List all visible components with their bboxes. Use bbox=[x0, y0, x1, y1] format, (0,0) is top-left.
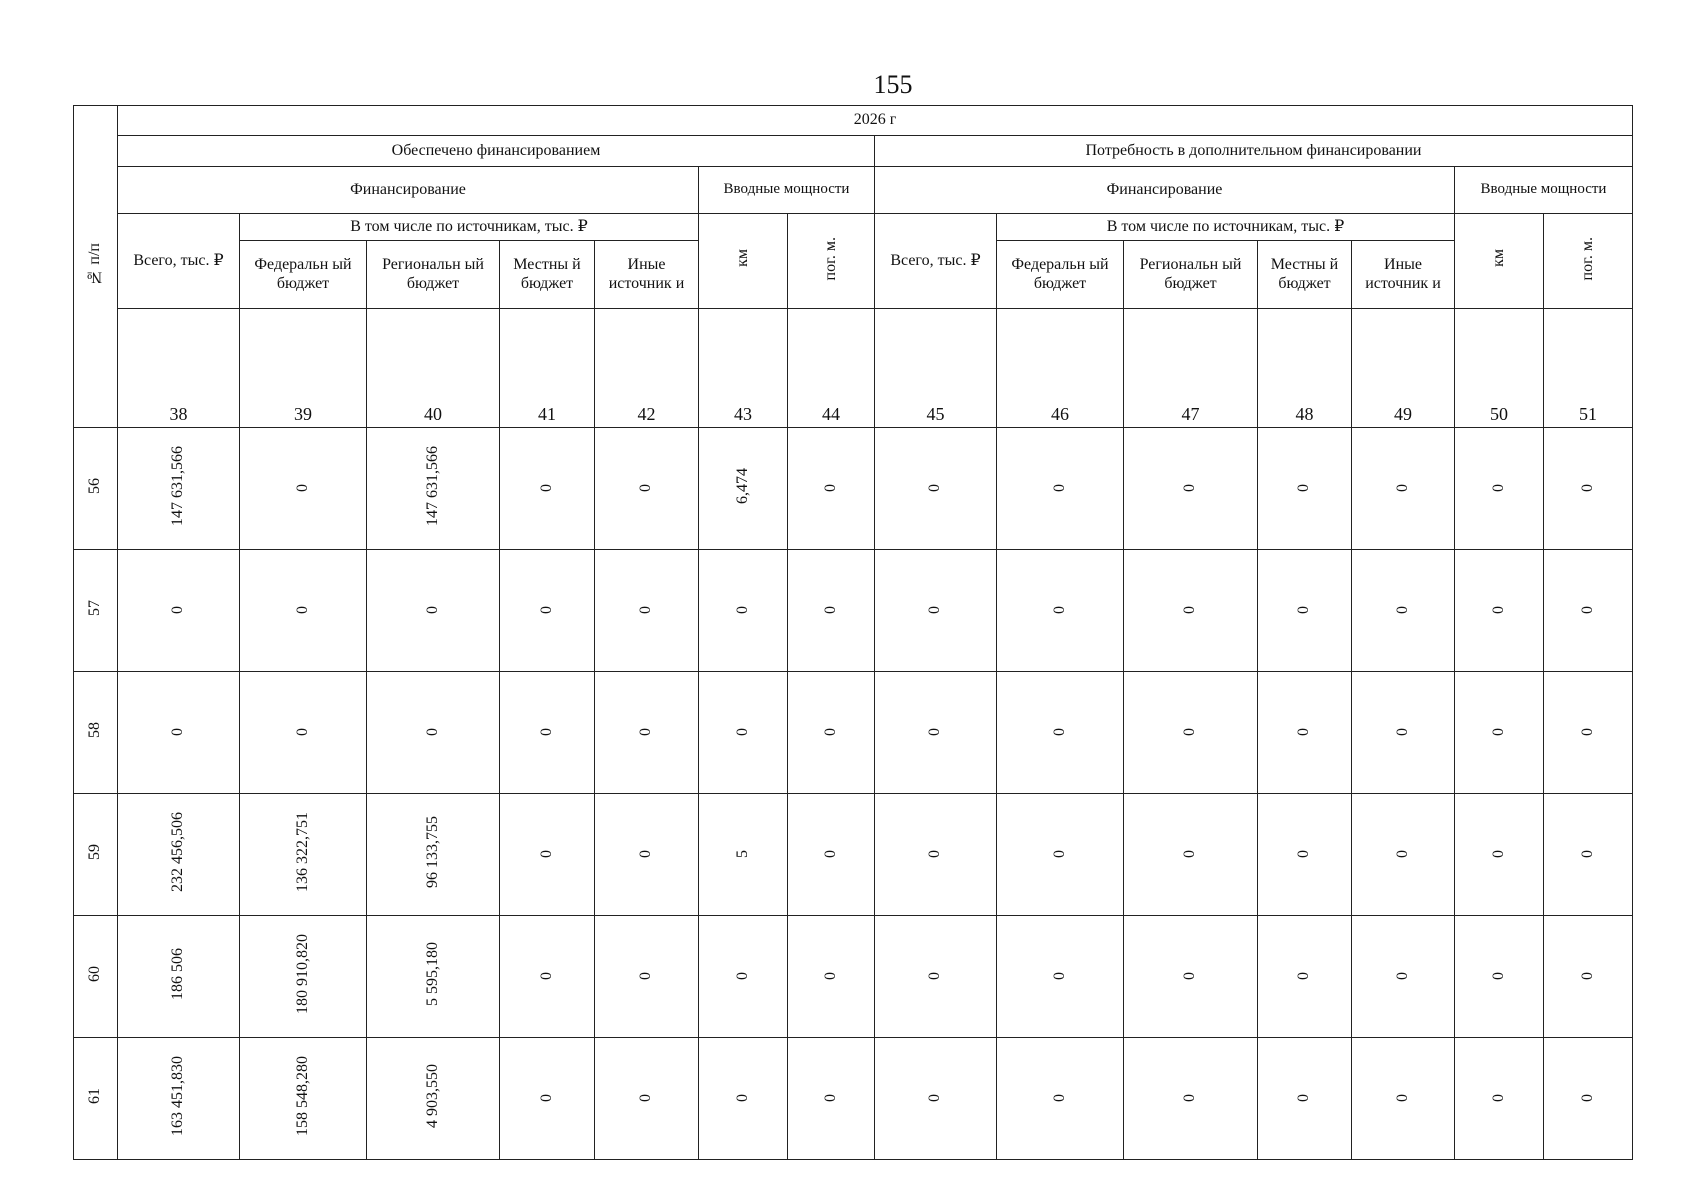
column-number: 48 bbox=[1258, 309, 1352, 428]
table-cell: 0 bbox=[1352, 1038, 1455, 1160]
total-header-need: Всего, тыс. ₽ bbox=[875, 214, 997, 309]
table-cell: 0 bbox=[118, 550, 240, 672]
table-cell: 0 bbox=[699, 1038, 788, 1160]
column-number: 38 bbox=[118, 309, 240, 428]
table-cell: 0 bbox=[1544, 916, 1633, 1038]
regional-header-secured: Региональн ый бюджет bbox=[367, 241, 500, 309]
sources-header-secured: В том числе по источникам, тыс. ₽ bbox=[240, 214, 699, 241]
row-number-header: № п/п bbox=[74, 106, 118, 428]
table-cell: 0 bbox=[1544, 1038, 1633, 1160]
table-cell: 0 bbox=[875, 794, 997, 916]
table-cell: 0 bbox=[1544, 794, 1633, 916]
table-cell: 147 631,566 bbox=[118, 428, 240, 550]
column-number: 40 bbox=[367, 309, 500, 428]
table-cell: 0 bbox=[595, 794, 699, 916]
table-cell: 0 bbox=[788, 1038, 875, 1160]
km-header-need: км bbox=[1455, 214, 1544, 309]
table-cell: 0 bbox=[595, 1038, 699, 1160]
table-cell: 0 bbox=[118, 672, 240, 794]
row-number: 57 bbox=[74, 550, 118, 672]
column-number-row bbox=[74, 309, 1633, 428]
table-cell: 180 910,820 bbox=[240, 916, 367, 1038]
table-row bbox=[74, 428, 1633, 550]
table-cell: 0 bbox=[240, 428, 367, 550]
page-number: 155 bbox=[873, 70, 913, 99]
table-cell: 0 bbox=[1124, 1038, 1258, 1160]
table-cell: 0 bbox=[367, 550, 500, 672]
table-cell: 0 bbox=[699, 550, 788, 672]
table-cell: 0 bbox=[595, 550, 699, 672]
row-number: 59 bbox=[74, 794, 118, 916]
table-cell: 0 bbox=[1352, 550, 1455, 672]
additional-financing-header: Потребность в дополнительном финансировании bbox=[875, 136, 1633, 167]
table-cell: 158 548,280 bbox=[240, 1038, 367, 1160]
table-cell: 0 bbox=[1124, 794, 1258, 916]
column-number: 44 bbox=[788, 309, 875, 428]
table-cell: 0 bbox=[1258, 1038, 1352, 1160]
column-number: 42 bbox=[595, 309, 699, 428]
table-cell: 0 bbox=[240, 550, 367, 672]
other-header-secured: Иные источник и bbox=[595, 241, 699, 309]
sources-header-need: В том числе по источникам, тыс. ₽ bbox=[997, 214, 1455, 241]
financing-header-secured: Финансирование bbox=[118, 167, 699, 214]
table-cell: 0 bbox=[875, 1038, 997, 1160]
table-cell: 0 bbox=[997, 672, 1124, 794]
column-number: 45 bbox=[875, 309, 997, 428]
column-number: 43 bbox=[699, 309, 788, 428]
table-cell: 186 506 bbox=[118, 916, 240, 1038]
column-number: 41 bbox=[500, 309, 595, 428]
row-number: 58 bbox=[74, 672, 118, 794]
table-cell: 0 bbox=[1544, 550, 1633, 672]
column-number: 39 bbox=[240, 309, 367, 428]
table-cell: 0 bbox=[1544, 428, 1633, 550]
table-cell: 0 bbox=[997, 916, 1124, 1038]
table-cell: 0 bbox=[1352, 794, 1455, 916]
table-cell: 5 595,180 bbox=[367, 916, 500, 1038]
table-cell: 0 bbox=[1455, 550, 1544, 672]
table-cell: 232 456,506 bbox=[118, 794, 240, 916]
table-cell: 0 bbox=[1124, 672, 1258, 794]
local-header-secured: Местны й бюджет bbox=[500, 241, 595, 309]
table-cell: 96 133,755 bbox=[367, 794, 500, 916]
table-cell: 0 bbox=[1455, 1038, 1544, 1160]
table-cell: 0 bbox=[1258, 428, 1352, 550]
pog-header-need: пог. м. bbox=[1544, 214, 1633, 309]
other-header-need: Иные источник и bbox=[1352, 241, 1455, 309]
capacity-header-secured: Вводные мощности bbox=[699, 167, 875, 214]
column-number: 49 bbox=[1352, 309, 1455, 428]
column-number: 51 bbox=[1544, 309, 1633, 428]
table-cell: 5 bbox=[699, 794, 788, 916]
table-cell: 0 bbox=[1258, 550, 1352, 672]
table-cell: 0 bbox=[1352, 672, 1455, 794]
table-cell: 0 bbox=[788, 916, 875, 1038]
table-cell: 0 bbox=[875, 550, 997, 672]
table-cell: 0 bbox=[875, 672, 997, 794]
secured-financing-header: Обеспечено финансированием bbox=[118, 136, 875, 167]
table-row bbox=[74, 916, 1633, 1038]
table-cell: 0 bbox=[1455, 916, 1544, 1038]
table-cell: 136 322,751 bbox=[240, 794, 367, 916]
capacity-header-need: Вводные мощности bbox=[1455, 167, 1633, 214]
table-cell: 0 bbox=[367, 672, 500, 794]
federal-header-need: Федеральн ый бюджет bbox=[997, 241, 1124, 309]
regional-header-need: Региональн ый бюджет bbox=[1124, 241, 1258, 309]
table-cell: 0 bbox=[500, 916, 595, 1038]
row-number: 60 bbox=[74, 916, 118, 1038]
financing-table bbox=[73, 105, 1633, 1160]
table-cell: 0 bbox=[997, 428, 1124, 550]
table-cell: 0 bbox=[1258, 916, 1352, 1038]
table-cell: 0 bbox=[1124, 550, 1258, 672]
table-row bbox=[74, 550, 1633, 672]
financing-header-need: Финансирование bbox=[875, 167, 1455, 214]
table-cell: 0 bbox=[595, 916, 699, 1038]
table-cell: 0 bbox=[500, 672, 595, 794]
table-cell: 0 bbox=[1258, 672, 1352, 794]
table-cell: 0 bbox=[997, 1038, 1124, 1160]
table-row bbox=[74, 1038, 1633, 1160]
table-cell: 0 bbox=[1544, 672, 1633, 794]
table-cell: 0 bbox=[875, 428, 997, 550]
table-cell: 0 bbox=[1455, 794, 1544, 916]
table-cell: 0 bbox=[788, 550, 875, 672]
table-cell: 0 bbox=[500, 1038, 595, 1160]
table-cell: 0 bbox=[500, 428, 595, 550]
table-cell: 0 bbox=[1455, 428, 1544, 550]
table-row bbox=[74, 672, 1633, 794]
table-cell: 0 bbox=[997, 794, 1124, 916]
column-number: 47 bbox=[1124, 309, 1258, 428]
table-cell: 0 bbox=[699, 916, 788, 1038]
table-cell: 0 bbox=[240, 672, 367, 794]
table-cell: 0 bbox=[500, 794, 595, 916]
table-cell: 0 bbox=[1352, 428, 1455, 550]
table-cell: 0 bbox=[699, 672, 788, 794]
table-row bbox=[74, 794, 1633, 916]
row-number: 61 bbox=[74, 1038, 118, 1160]
table-cell: 0 bbox=[1352, 916, 1455, 1038]
table-cell: 0 bbox=[1455, 672, 1544, 794]
km-header-secured: км bbox=[699, 214, 788, 309]
table-cell: 6,474 bbox=[699, 428, 788, 550]
table-cell: 0 bbox=[1258, 794, 1352, 916]
table-cell: 0 bbox=[788, 428, 875, 550]
column-number: 46 bbox=[997, 309, 1124, 428]
federal-header-secured: Федеральн ый бюджет bbox=[240, 241, 367, 309]
table-cell: 163 451,830 bbox=[118, 1038, 240, 1160]
table-cell: 0 bbox=[788, 672, 875, 794]
total-header-secured: Всего, тыс. ₽ bbox=[118, 214, 240, 309]
table-cell: 0 bbox=[1124, 916, 1258, 1038]
table-cell: 0 bbox=[997, 550, 1124, 672]
table-cell: 147 631,566 bbox=[367, 428, 500, 550]
table-cell: 0 bbox=[500, 550, 595, 672]
table-cell: 0 bbox=[875, 916, 997, 1038]
table-cell: 0 bbox=[788, 794, 875, 916]
pog-header-secured: пог. м. bbox=[788, 214, 875, 309]
row-number: 56 bbox=[74, 428, 118, 550]
local-header-need: Местны й бюджет bbox=[1258, 241, 1352, 309]
year-header: 2026 г bbox=[118, 106, 1633, 136]
table-cell: 0 bbox=[595, 428, 699, 550]
column-number: 50 bbox=[1455, 309, 1544, 428]
table-cell: 0 bbox=[595, 672, 699, 794]
table-cell: 4 903,550 bbox=[367, 1038, 500, 1160]
table-cell: 0 bbox=[1124, 428, 1258, 550]
